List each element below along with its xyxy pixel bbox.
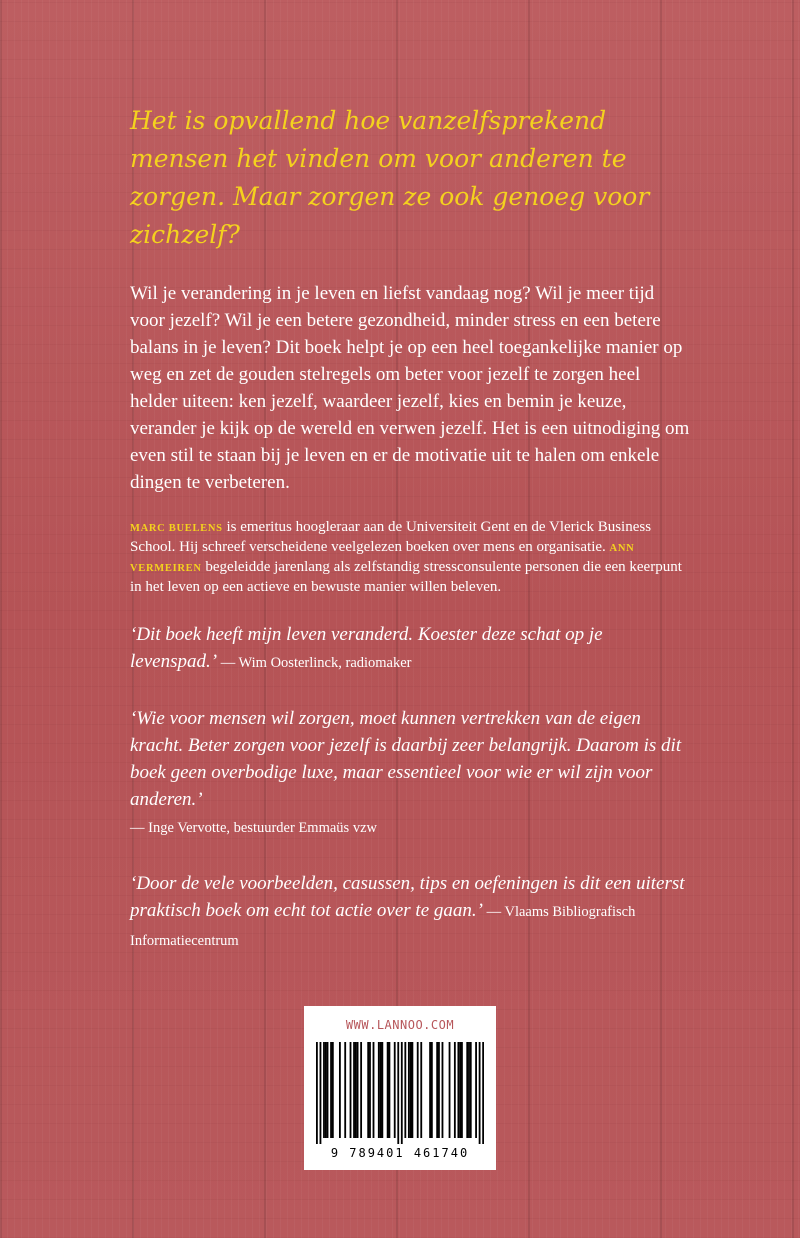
- barcode-bar: [401, 1042, 403, 1144]
- quote-source: — Inge Vervotte, bestuurder Emmaüs vzw: [130, 820, 377, 836]
- barcode-bar: [323, 1042, 325, 1138]
- barcode-bar: [438, 1042, 440, 1138]
- barcode-bar: [461, 1042, 463, 1138]
- review-quote-3: [130, 870, 690, 955]
- barcode-bar: [373, 1042, 375, 1138]
- quote-source: — Vlaams Bibliografisch Informatiecentrum: [130, 904, 636, 949]
- author-name-2: ANN VERMEIREN: [130, 543, 635, 574]
- barcode-bar: [389, 1042, 391, 1138]
- barcode-bar: [327, 1042, 329, 1138]
- review-quote-2: [130, 705, 690, 842]
- barcode-bar: [330, 1042, 332, 1138]
- author-bio-text-2: begeleidde jarenlang als zelfstandig stressconsulente personen die een keerpunt in het leven op een actieve en bewuste manier willen beleven.: [130, 559, 682, 595]
- barcode-bar: [479, 1042, 481, 1144]
- barcode-bar: [482, 1042, 484, 1144]
- quote-text: ‘Door de vele voorbeelden, casussen, tips en oefeningen is dit een uiterst praktisch boek om echt tot actie over te gaan.’: [130, 873, 685, 921]
- barcode-bar: [320, 1042, 322, 1144]
- barcode-bar: [325, 1042, 327, 1138]
- barcode-bar: [417, 1042, 419, 1138]
- barcode-bar: [404, 1042, 406, 1138]
- barcode-bar: [408, 1042, 410, 1138]
- cover-content: [130, 102, 690, 983]
- barcode-bar: [442, 1042, 444, 1138]
- barcode-bar: [367, 1042, 369, 1138]
- author-bio: [130, 518, 690, 597]
- barcode-bar: [353, 1042, 355, 1138]
- barcode-bar: [360, 1042, 362, 1138]
- barcode-bar: [420, 1042, 422, 1138]
- barcode-bar: [410, 1042, 412, 1138]
- barcode-bar: [350, 1042, 352, 1138]
- barcode-bar: [475, 1042, 477, 1138]
- isbn-digits: 9 789401 461740: [330, 1146, 470, 1160]
- barcode-bar: [387, 1042, 389, 1138]
- barcode-bar: [436, 1042, 438, 1138]
- barcode-bar: [339, 1042, 341, 1138]
- barcode-bar: [411, 1042, 413, 1138]
- quote-text: ‘Dit boek heeft mijn leven veranderd. Koester deze schat op je levenspad.’: [130, 624, 603, 672]
- barcode-bar: [316, 1042, 318, 1144]
- quote-text: ‘Wie voor mensen wil zorgen, moet kunnen vertrekken van de eigen kracht. Beter zorgen voor jezelf is daarbij zeer belangrijk. Daarom is dit boek geen overbodige luxe, maar essentieel voor wie er wil zijn voor anderen.’: [130, 708, 682, 810]
- barcode-bar: [381, 1042, 383, 1138]
- barcode-bar: [466, 1042, 468, 1138]
- barcode-bar: [459, 1042, 461, 1138]
- barcode-bar: [468, 1042, 470, 1138]
- barcode-bar: [429, 1042, 431, 1138]
- barcode-bar: [394, 1042, 396, 1138]
- blurb-paragraph: Wil je verandering in je leven en liefst vandaag nog? Wil je meer tijd voor jezelf? Wil je een betere gezondheid, minder stress en een betere balans in je leven? Dit boek helpt je op een heel toegankelijke manier op weg en zet de gouden stelregels om beter voor jezelf te zorgen heel helder uiteen: ken jezelf, waardeer jezelf, kies en bemin je keuze, verander je kijk op de wereld en verwen jezelf. Het is een uitnodiging om even stil te staan bij je leven en er de motivatie uit te halen om enkele dingen te verbeteren.: [130, 283, 690, 493]
- barcode-bar: [380, 1042, 382, 1138]
- barcode-bar: [355, 1042, 357, 1138]
- barcode-bar: [369, 1042, 371, 1138]
- barcode-icon: [316, 1042, 484, 1144]
- barcode-bar: [344, 1042, 346, 1138]
- barcode-bar: [397, 1042, 399, 1144]
- barcode-bar: [378, 1042, 380, 1138]
- author-bio-text-1: is emeritus hoogleraar aan de Universiteit Gent en de Vlerick Business School. Hij schreef verscheidene veelgelezen boeken over mens en organisatie.: [130, 519, 652, 555]
- headline: Het is opvallend hoe vanzelfsprekend mensen het vinden om voor anderen te zorgen. Maar zorgen ze ook genoeg voor zichzelf?: [130, 106, 650, 249]
- barcode-bar: [431, 1042, 433, 1138]
- author-name-1: MARC BUELENS: [130, 523, 223, 534]
- barcode-bar: [470, 1042, 472, 1138]
- review-quote-1: [130, 621, 690, 677]
- publisher-url: WWW.LANNOO.COM: [345, 1018, 455, 1032]
- barcode-bar: [357, 1042, 359, 1138]
- quote-source: — Wim Oosterlinck, radiomaker: [217, 655, 412, 671]
- barcode-bar: [454, 1042, 456, 1138]
- barcode-bar: [332, 1042, 334, 1138]
- barcode-panel: [304, 1006, 496, 1170]
- barcode-bar: [457, 1042, 459, 1138]
- barcode-bar: [449, 1042, 451, 1138]
